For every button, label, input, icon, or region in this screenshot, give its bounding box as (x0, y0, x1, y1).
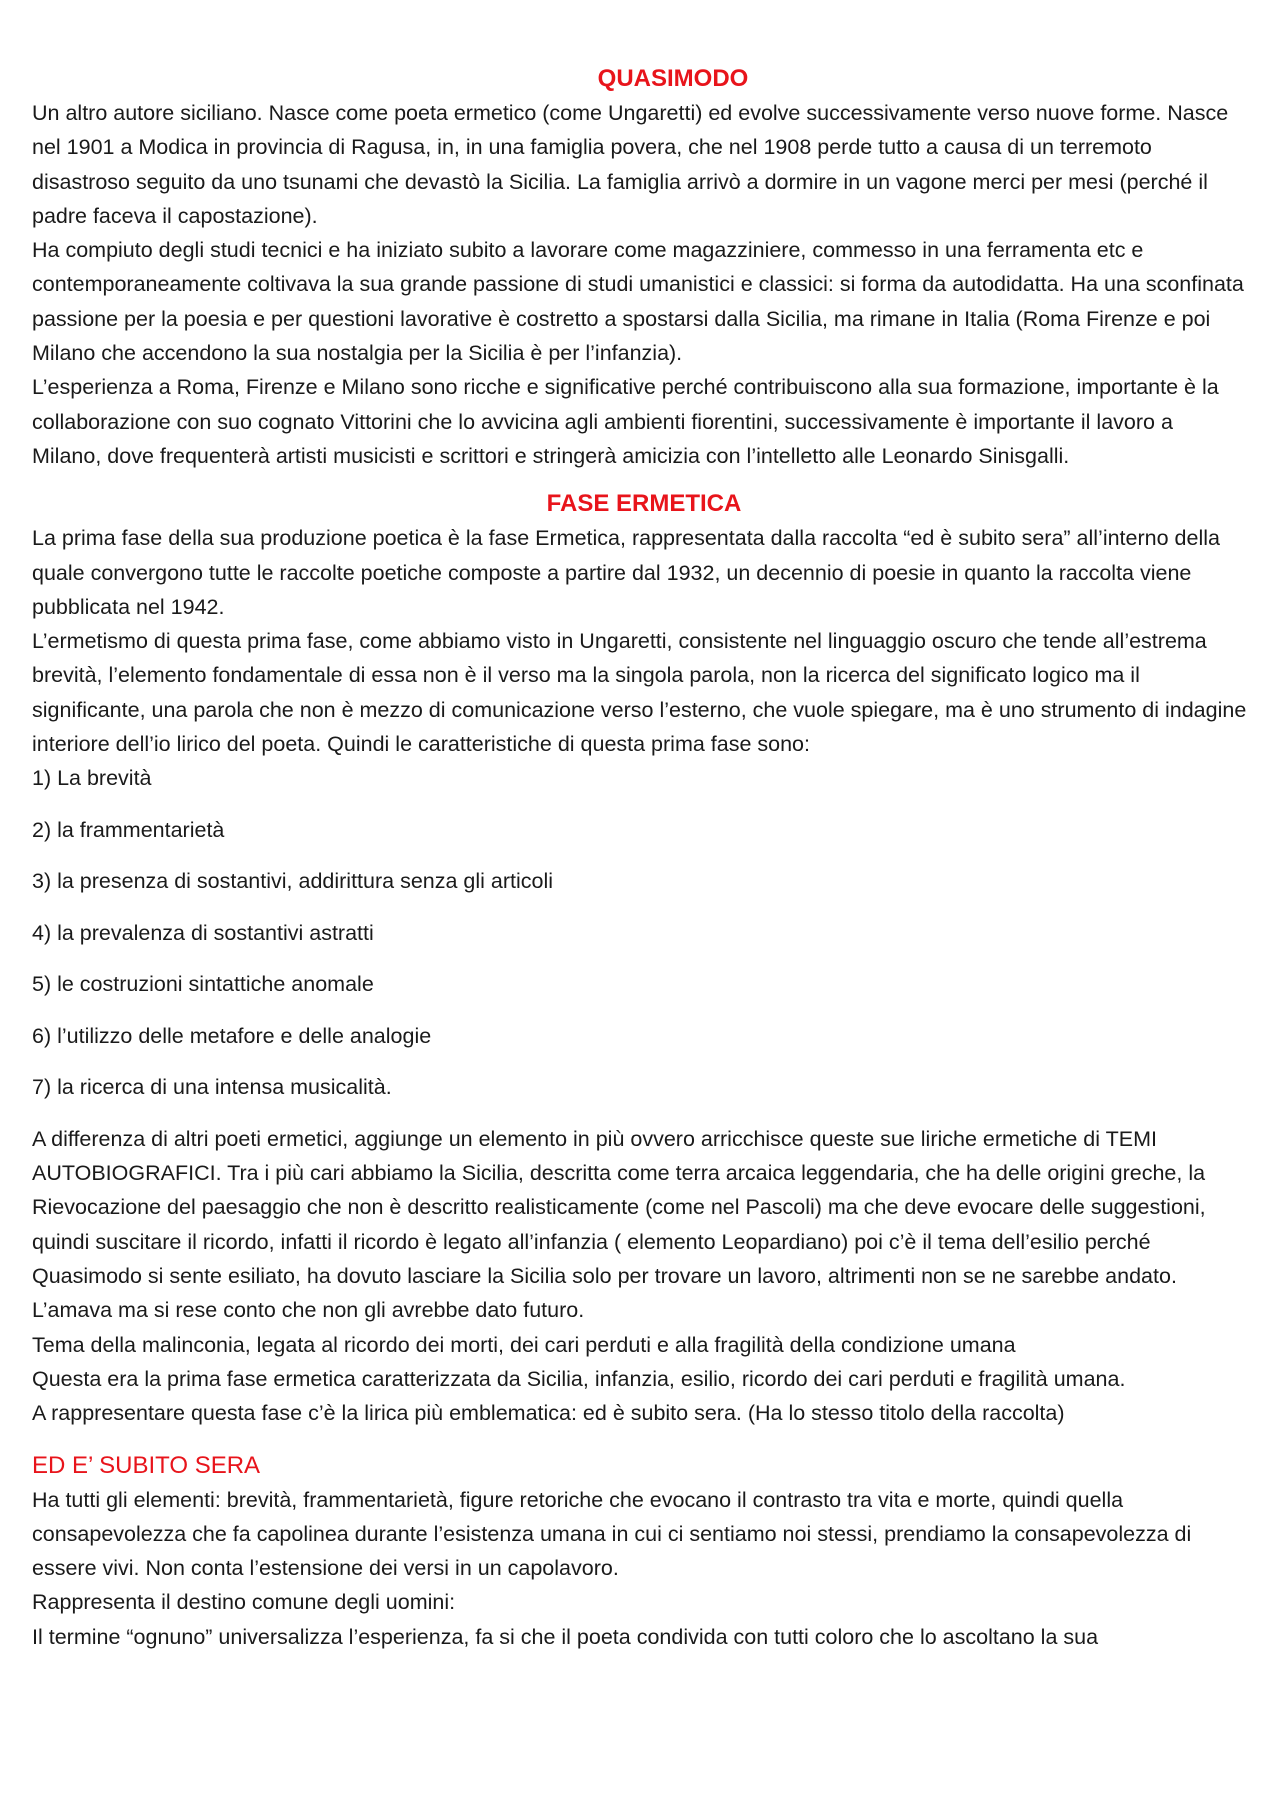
paragraph: Il termine “ognuno” universalizza l’esperienza, fa si che il poeta condivida con tutti coloro che lo ascoltano la sua (32, 1624, 1099, 1649)
section-fase-ermetica (32, 521, 1248, 1430)
title-fase-ermetica: FASE ERMETICA (546, 490, 742, 518)
list-item: 6) l’utilizzo delle metafore e delle analogie (32, 1023, 432, 1048)
paragraph: A rappresentare questa fase c’è la lirica più emblematica: ed è subito sera. (Ha lo stesso titolo della raccolta) (32, 1401, 1065, 1426)
list-item: 5) le costruzioni sintattiche anomale (32, 972, 374, 997)
section-ed-e-subito-sera (32, 1483, 1248, 1654)
list-item: 2) la frammentarietà (32, 817, 225, 842)
paragraph: La prima fase della sua produzione poetica è la fase Ermetica, rappresentata dalla raccolta “ed è subito sera” all’interno della quale convergono tutte le raccolte poetiche composte a partire dal 1932, un decennio di poesie in quanto la raccolta viene pubblicata nel 1942. (32, 526, 1220, 619)
paragraph: Un altro autore siciliano. Nasce come poeta ermetico (come Ungaretti) ed evolve successivamente verso nuove forme. Nasce nel 1901 a Modica in provincia di Ragusa, in, in una famiglia povera, che nel 1908 perde tutto a causa di un terremoto disastroso seguito da uno tsunami che devastò la Sicilia. La famiglia arrivò a dormire in un vagone merci per mesi (perché il padre faceva il capostazione). (32, 101, 1229, 228)
paragraph: Rappresenta il destino comune degli uomini: (32, 1590, 456, 1615)
list-item: 4) la prevalenza di sostantivi astratti (32, 920, 374, 945)
characteristics-list (32, 761, 1248, 1104)
list-item: 1) La brevità (32, 766, 152, 791)
title-quasimodo: QUASIMODO (597, 65, 749, 92)
paragraph: L’ermetismo di questa prima fase, come abbiamo visto in Ungaretti, consistente nel linguaggio oscuro che tende all’estrema brevità, l’elemento fondamentale di essa non è il verso ma la singola parola, non la ricerca del significato logico ma il significante, una parola che non è mezzo di comunicazione verso l’esterno, che vuole spiegare, ma è uno strumento di indagine interiore dell’io lirico del poeta. Quindi le caratteristiche di questa prima fase sono: (32, 629, 1247, 757)
paragraph: Tema della malinconia, legata al ricordo dei morti, dei cari perduti e alla fragilità della condizione umana (32, 1332, 1016, 1357)
paragraph: Ha compiuto degli studi tecnici e ha iniziato subito a lavorare come magazziniere, commesso in una ferramenta etc e contemporaneamente coltivava la sua grande passione di studi umanistici e classici: si forma da autodidatta. Ha una sconfinata passione per la poesia e per questioni lavorative è costretto a spostarsi dalla Sicilia, ma rimane in Italia (Roma Firenze e poi Milano che accendono la sua nostalgia per la Sicilia è per l’infanzia). (32, 238, 1244, 366)
list-item: 7) la ricerca di una intensa musicalità. (32, 1075, 392, 1100)
paragraph: Ha tutti gli elementi: brevità, frammentarietà, figure retoriche che evocano il contrasto tra vita e morte, quindi quella consapevolezza che fa capolinea durante l’esistenza umana in cui ci sentiamo noi stessi, prendiamo la consapevolezza di essere vivi. Non conta l’estensione dei versi in un capolavoro. (32, 1487, 1192, 1581)
list-item: 3) la presenza di sostantivi, addirittura senza gli articoli (32, 869, 554, 894)
section-biography (32, 96, 1248, 473)
paragraph: A differenza di altri poeti ermetici, aggiunge un elemento in più ovvero arricchisce queste sue liriche ermetiche di TEMI AUTOBIOGRAFICI. Tra i più cari abbiamo la Sicilia, descritta come terra arcaica leggendaria, che ha delle origini greche, la Rievocazione del paesaggio che non è descritto realisticamente (come nel Pascoli) ma che deve evocare delle suggestioni, quindi suscitare il ricordo, infatti il ricordo è legato all’infanzia ( elemento Leopardiano) poi c’è il tema dell’esilio perché Quasimodo si sente esiliato, ha dovuto lasciare la Sicilia solo per trovare un lavoro, altrimenti non se ne sarebbe andato. L’amava ma si rese conto che non gli avrebbe dato futuro. (32, 1126, 1206, 1323)
title-ed-e-subito-sera: ED E’ SUBITO SERA (32, 1451, 261, 1479)
paragraph: L’esperienza a Roma, Firenze e Milano sono ricche e significative perché contribuiscono alla sua formazione, importante è la collaborazione con suo cognato Vittorini che lo avvicina agli ambienti fiorentini, successivamente è importante il lavoro a Milano, dove frequenterà artisti musicisti e scrittori e stringerà amicizia con l’intelletto alle Leonardo Sinisgalli. (32, 375, 1219, 468)
paragraph: Questa era la prima fase ermetica caratterizzata da Sicilia, infanzia, esilio, ricordo dei cari perduti e fragilità umana. (32, 1366, 1126, 1391)
